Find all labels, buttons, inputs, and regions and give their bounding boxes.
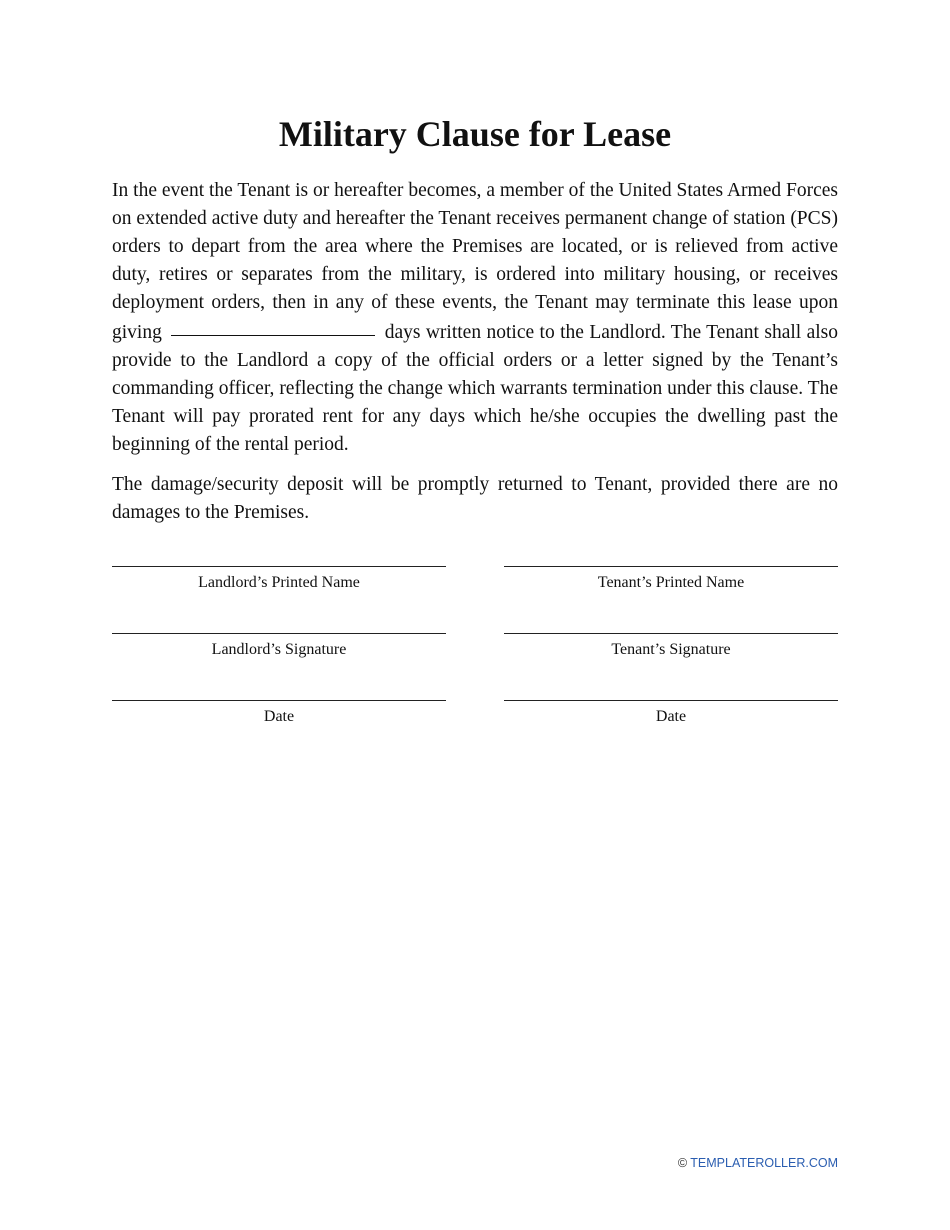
tenant-printed-name-block bbox=[504, 566, 838, 593]
landlord-date-line[interactable] bbox=[112, 700, 446, 701]
tenant-signature-block bbox=[504, 633, 838, 660]
tenant-date-block bbox=[504, 700, 838, 727]
landlord-date-block bbox=[112, 700, 446, 727]
landlord-printed-name-label: Landlord’s Printed Name bbox=[198, 574, 360, 591]
footer-credit bbox=[678, 1155, 838, 1171]
landlord-date-label: Date bbox=[263, 708, 295, 725]
landlord-signature-line[interactable] bbox=[112, 633, 446, 634]
tenant-printed-name-label: Tenant’s Printed Name bbox=[597, 574, 745, 591]
templateroller-link[interactable]: TEMPLATEROLLER.COM bbox=[690, 1156, 838, 1170]
deposit-paragraph: The damage/security deposit will be promptly returned to Tenant, provided there are no damages to the Premises. bbox=[112, 474, 838, 523]
termination-paragraph bbox=[112, 177, 838, 459]
landlord-printed-name-line[interactable] bbox=[112, 566, 446, 567]
landlord-printed-name-block bbox=[112, 566, 446, 593]
paragraph-text-before-blank: In the event the Tenant is or hereafter becomes, a member of the United States Armed Forces on extended active duty and hereafter the Tenant receives permanent change of station (PCS) orders to depart from the area where the Premises are located, or is relieved from active duty, retires or separates from the military, is ordered into military housing, or receives deployment orders, then in any of these events, the Tenant may terminate this lease upon giving bbox=[112, 180, 838, 343]
tenant-signature-line[interactable] bbox=[504, 633, 838, 634]
tenant-date-line[interactable] bbox=[504, 700, 838, 701]
page-title: Military Clause for Lease bbox=[278, 114, 672, 154]
landlord-signature-label: Landlord’s Signature bbox=[211, 641, 347, 658]
paragraph-text-after-blank: days written notice to the Landlord. The Tenant shall also provide to the Landlord a copy of the official orders or a letter signed by the Tenant’s commanding officer, reflecting the change which warrants termination under this clause. The Tenant will pay prorated rent for any days which he/she occupies the dwelling past the beginning of the rental period. bbox=[112, 322, 839, 455]
tenant-signature-label: Tenant’s Signature bbox=[611, 641, 731, 658]
copyright-symbol: © bbox=[677, 1156, 688, 1170]
tenant-printed-name-line[interactable] bbox=[504, 566, 838, 567]
notice-days-blank[interactable] bbox=[171, 315, 375, 336]
landlord-signature-block bbox=[112, 633, 446, 660]
tenant-date-label: Date bbox=[655, 708, 687, 725]
